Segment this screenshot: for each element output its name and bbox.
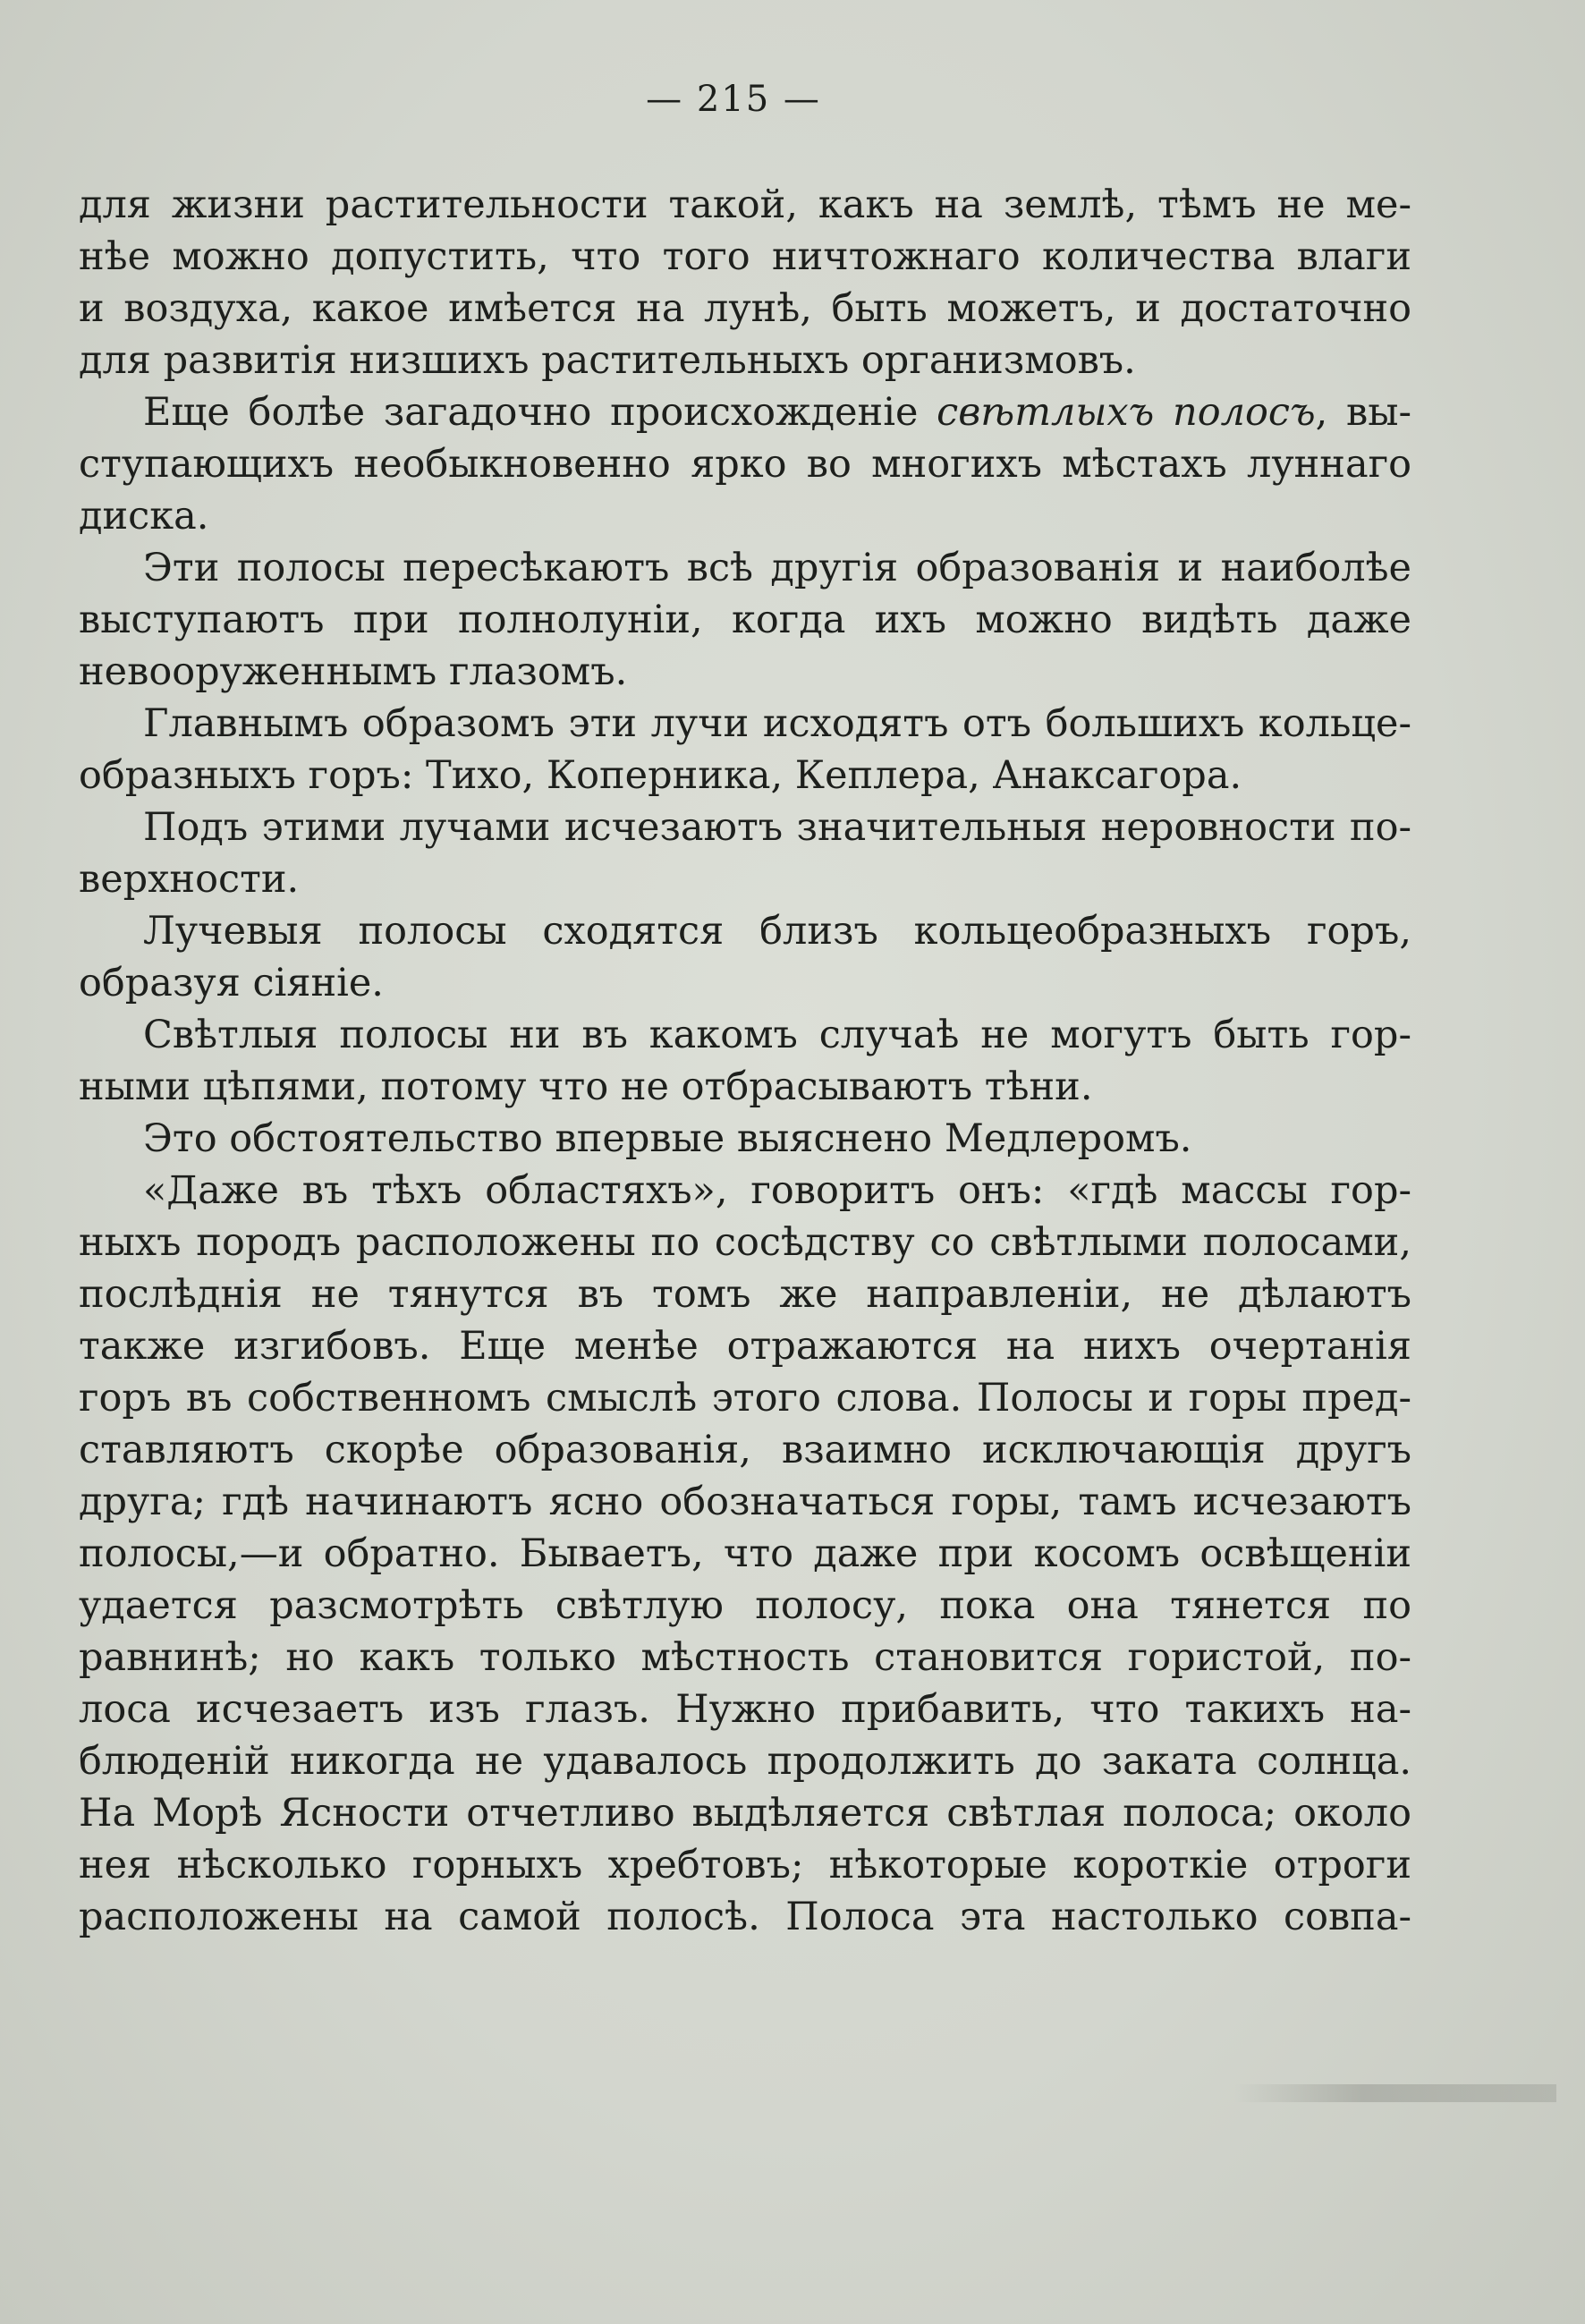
paragraph	[79, 1165, 1411, 1943]
page-number: — 215 —	[646, 79, 821, 120]
text-line: послѣднія не тянутся въ томъ же направленіи, не дѣлаютъ	[79, 1272, 1411, 1317]
text-line: На Морѣ Ясности отчетливо выдѣляется свѣтлая полоса; около	[79, 1791, 1411, 1836]
text-line: ными цѣпями, потому что не отбрасываютъ тѣни.	[79, 1064, 1093, 1109]
text-line: для развитія низшихъ растительныхъ организмовъ.	[79, 338, 1136, 383]
text-line: расположены на самой полосѣ. Полоса эта настолько совпа-	[79, 1895, 1411, 1939]
text-line: нея нѣсколько горныхъ хребтовъ; нѣкоторые короткіе отроги	[79, 1843, 1411, 1887]
italic-emphasis: свѣтлыхъ полосъ	[937, 390, 1316, 435]
paragraph	[79, 542, 1411, 698]
paragraph	[79, 802, 1411, 905]
text-line: верхности.	[79, 857, 300, 902]
text-segment: , вы-	[1315, 390, 1411, 435]
paragraph	[79, 698, 1411, 802]
text-line: блюденій никогда не удавалось продолжить до заката солнца.	[79, 1739, 1411, 1784]
paragraph	[79, 386, 1411, 542]
text-line: лоса исчезаетъ изъ глазъ. Нужно прибавить, что такихъ на-	[79, 1687, 1411, 1732]
text-line: Лучевыя полосы сходятся близъ кольцеобразныхъ горъ,	[143, 909, 1411, 954]
text-line: также изгибовъ. Еще менѣе отражаются на нихъ очертанія	[79, 1324, 1411, 1369]
text-line: ныхъ породъ расположены по сосѣдству со свѣтлыми полосами,	[79, 1220, 1411, 1265]
text-line: образныхъ горъ: Тихо, Коперника, Кеплера, Анаксагора.	[79, 753, 1242, 798]
text-line: Это обстоятельство впервые выяснено Медлеромъ.	[143, 1116, 1192, 1161]
text-line: Подъ этими лучами исчезаютъ значительныя неровности по-	[143, 805, 1411, 850]
body-text	[79, 179, 1411, 1943]
text-line: образуя сіяніе.	[79, 961, 384, 1005]
text-line: диска.	[79, 494, 209, 539]
text-line: Эти полосы пересѣкаютъ всѣ другія образованія и наиболѣе	[143, 546, 1411, 590]
bleed-through-shadow	[1234, 2084, 1556, 2102]
paragraph	[79, 1113, 1411, 1165]
text-line: полосы,—и обратно. Бываетъ, что даже при косомъ освѣщеніи	[79, 1531, 1411, 1576]
text-line: и воздуха, какое имѣется на лунѣ, быть можетъ, и достаточно	[79, 286, 1411, 331]
text-line: горъ въ собственномъ смыслѣ этого слова. Полосы и горы пред-	[79, 1376, 1411, 1421]
text-line: Главнымъ образомъ эти лучи исходятъ отъ большихъ кольце-	[143, 701, 1411, 746]
paragraph	[79, 1009, 1411, 1113]
text-line: невооруженнымъ глазомъ.	[79, 649, 628, 694]
text-line: нѣе можно допустить, что того ничтожнаго количества влаги	[79, 234, 1411, 279]
text-segment: Еще болѣе загадочно происхожденіе	[143, 390, 937, 435]
text-line: ставляютъ скорѣе образованія, взаимно исключающія другъ	[79, 1428, 1411, 1472]
paragraph	[79, 905, 1411, 1009]
text-line: равнинѣ; но какъ только мѣстность становится гористой, по-	[79, 1635, 1411, 1680]
text-line	[79, 386, 1411, 438]
text-line: ступающихъ необыкновенно ярко во многихъ мѣстахъ луннаго	[79, 442, 1411, 487]
text-line: друга; гдѣ начинаютъ ясно обозначаться горы, тамъ исчезаютъ	[79, 1480, 1411, 1524]
text-line: для жизни растительности такой, какъ на землѣ, тѣмъ не ме-	[79, 182, 1411, 227]
text-line: выступаютъ при полнолуніи, когда ихъ можно видѣть даже	[79, 598, 1411, 642]
paragraph	[79, 179, 1411, 386]
text-line: «Даже въ тѣхъ областяхъ», говоритъ онъ: «гдѣ массы гор-	[143, 1168, 1411, 1213]
text-line: удается разсмотрѣть свѣтлую полосу, пока она тянется по	[79, 1583, 1411, 1628]
text-line: Свѣтлыя полосы ни въ какомъ случаѣ не могутъ быть гор-	[143, 1013, 1411, 1057]
